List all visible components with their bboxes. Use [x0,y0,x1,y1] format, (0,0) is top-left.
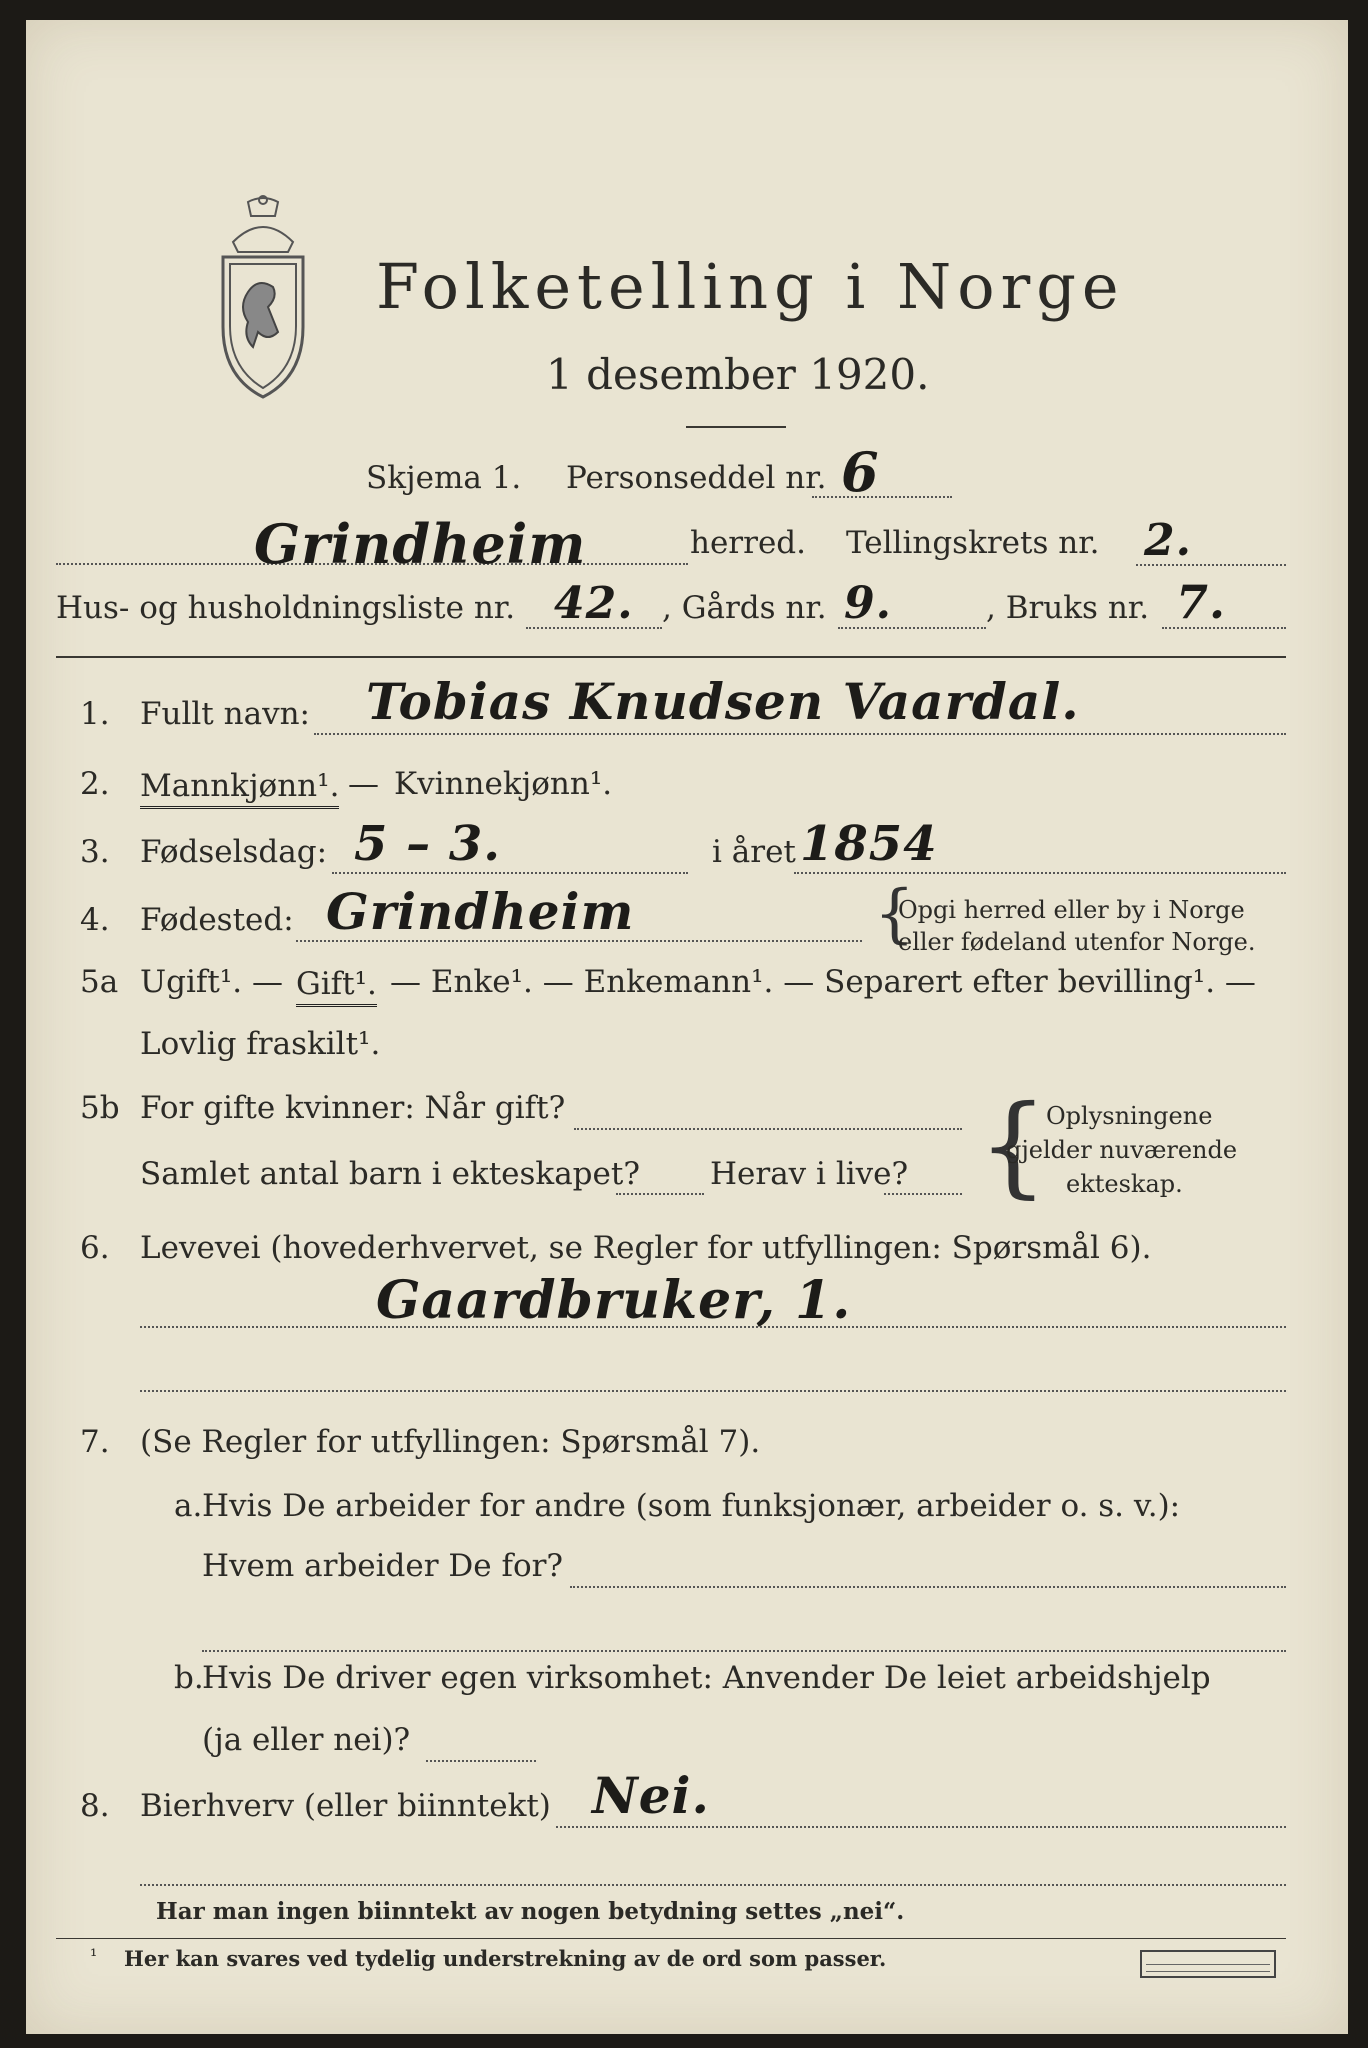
q7a-employer-label: Hvem arbeider De for? [202,1548,564,1584]
bruks-label: , Bruks nr. [986,590,1150,626]
q3-year-line [794,872,1286,874]
q7b-help-label: (ja eller nei)? [202,1722,411,1758]
footnote-text: Her kan svares ved tydelig understrekning av de ord som passer. [124,1946,887,1971]
census-form [26,20,1348,2034]
title-divider [686,426,786,428]
personseddel-value: 6 [841,440,880,504]
gards-value: 9. [844,578,892,629]
q5a-other-options: — Enke¹. — Enkemann¹. — Separert efter bevilling¹. — [390,964,1256,1000]
q5b-note-line2: gjelder nuværende [1006,1136,1238,1164]
q6-label: Levevei (hovederhvervet, se Regler for utfyllingen: Spørsmål 6). [140,1230,1152,1266]
personseddel-label: Personseddel nr. [566,460,827,496]
header-rule [56,656,1286,658]
q3-value: 5 – 3. [354,816,501,872]
q7b-help-line [426,1760,536,1762]
q5b-note-line1: Oplysningene [1046,1102,1213,1130]
q1-value: Tobias Knudsen Vaardal. [366,672,1080,731]
q7b-number: b. [174,1660,204,1696]
q5a-gift-option: Gift¹. [296,964,377,1007]
q5b-note-line3: ekteskap. [1066,1170,1183,1198]
q7b-label: Hvis De driver egen virksomhet: Anvender De leiet arbeidshjelp [202,1660,1211,1696]
personseddel-line [812,496,952,498]
form-date: 1 desember 1920. [546,350,930,399]
q3-label: Fødselsdag: [140,834,328,870]
q5b-married-line [574,1128,962,1130]
tellingskrets-value: 2. [1144,515,1192,566]
q7-label: (Se Regler for utfyllingen: Spørsmål 7). [140,1424,761,1460]
q8-number: 8. [80,1788,110,1824]
norwegian-coat-of-arms-icon [208,192,318,412]
q5b-label: For gifte kvinner: Når gift? [140,1090,566,1126]
q4-number: 4. [80,902,110,938]
q2-separator: — [348,766,379,802]
q4-value: Grindheim [326,882,635,941]
q1-line [314,733,1286,735]
q2-male-option: Mannkjønn¹. [140,766,339,809]
husliste-value: 42. [554,578,634,629]
q6-line2 [140,1390,1286,1392]
q5a-dash: — [252,964,283,1000]
herred-label: herred. [690,525,806,561]
q5b-children-label: Samlet antal barn i ekteskapet? [140,1156,640,1192]
q8-value: Nei. [592,1766,710,1825]
q8-line [556,1826,1286,1828]
q5b-number: 5b [80,1090,120,1126]
q3-year-label: i året [712,834,796,870]
q5b-alive-line [884,1193,962,1195]
q6-number: 6. [80,1230,110,1266]
q7a-label: Hvis De arbeider for andre (som funksjonær, arbeider o. s. v.): [202,1488,1181,1524]
husliste-label: Hus- og husholdningsliste nr. [56,590,516,626]
q7a-employer-line [570,1586,1286,1588]
q3-number: 3. [80,834,110,870]
printer-stamp-icon [1140,1950,1276,1978]
bruks-value: 7. [1176,575,1227,629]
q4-note-line1: Opgi herred eller by i Norge [898,896,1245,924]
q8-label: Bierhverv (eller biinntekt) [140,1788,551,1824]
q7-number: 7. [80,1424,110,1460]
q8-line2 [140,1884,1286,1886]
biinntekt-note: Har man ingen biinntekt av nogen betydning settes „nei“. [156,1898,905,1925]
form-title: Folketelling i Norge [376,250,1125,323]
q1-label: Fullt navn: [140,696,310,732]
q5b-children-line [616,1193,704,1195]
q3-year-value: 1854 [800,816,938,872]
skjema-label: Skjema 1. [366,460,522,496]
footnote-mark: ¹ [90,1946,98,1967]
q5b-brace: { [978,1081,1048,1209]
q2-female-option: Kvinnekjønn¹. [394,766,613,802]
q6-value: Gaardbruker, 1. [376,1270,852,1331]
q7a-employer-line2 [202,1650,1286,1652]
q1-number: 1. [80,696,110,732]
q2-number: 2. [80,766,110,802]
herred-value: Grindheim [254,512,587,576]
q4-label: Fødested: [140,902,294,938]
gards-label: , Gårds nr. [662,590,827,626]
footer-rule [56,1938,1286,1939]
q7a-number: a. [174,1488,203,1524]
q5b-alive-label: Herav i live? [710,1156,909,1192]
q4-note-line2: eller fødeland utenfor Norge. [898,928,1256,956]
q5a-fraskilt: Lovlig fraskilt¹. [140,1026,381,1062]
q4-brace: { [874,877,915,951]
tellingskrets-label: Tellingskrets nr. [846,525,1100,561]
q5a-ugift: Ugift¹. [140,964,243,1000]
q3-line [332,872,688,874]
q5a-number: 5a [80,964,119,1000]
